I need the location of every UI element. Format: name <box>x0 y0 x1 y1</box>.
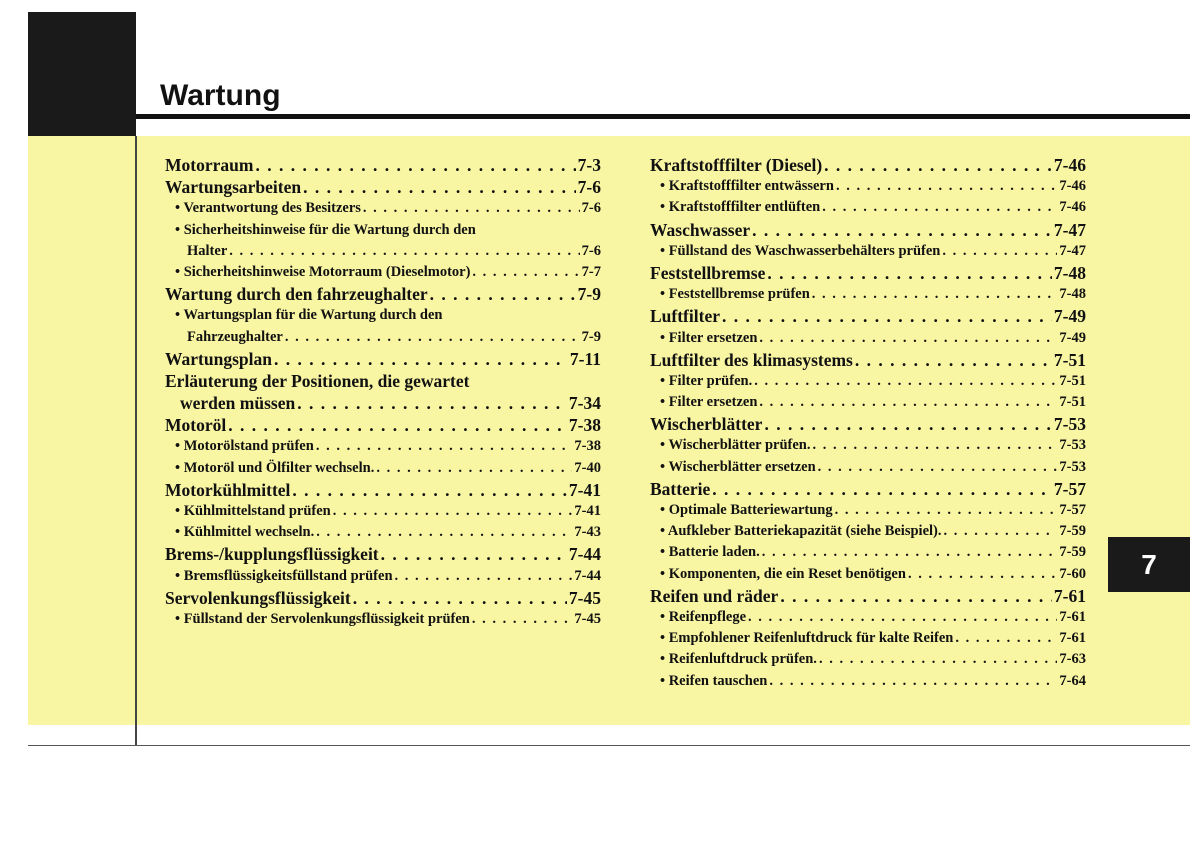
toc-leader-dots <box>297 392 567 414</box>
toc-entry-page: 7-7 <box>581 263 601 280</box>
toc-left-column <box>165 154 601 630</box>
toc-entry <box>650 478 1086 500</box>
toc-entry-label: • Sicherheitshinweise für die Wartung durch den <box>175 221 476 238</box>
toc-leader-dots <box>395 566 573 587</box>
toc-leader-dots <box>430 283 576 305</box>
toc-entry-label: Wartungsplan <box>165 348 272 369</box>
toc-entry-label: Wartung durch den fahrzeughalter <box>165 284 428 305</box>
toc-entry <box>650 328 1086 349</box>
toc-entry <box>165 543 601 565</box>
toc-entry-page: 7-53 <box>1059 437 1086 454</box>
toc-entry <box>650 457 1086 478</box>
page-title: Wartung <box>160 79 281 112</box>
toc-entry <box>165 198 601 219</box>
toc-entry-page: 7-9 <box>577 284 601 305</box>
toc-entry-label: Kraftstofffilter (Diesel) <box>650 155 823 175</box>
toc-entry <box>650 262 1086 284</box>
toc-leader-dots <box>316 522 572 543</box>
corner-black-block <box>28 12 136 136</box>
toc-entry-page: 7-46 <box>1053 155 1086 175</box>
toc-entry-label: Luftfilter <box>650 306 720 327</box>
toc-entry-page: 7-64 <box>1059 672 1086 689</box>
toc-entry-label: Luftfilter des klimasystems <box>650 349 853 370</box>
toc-entry <box>165 220 601 241</box>
toc-entry <box>650 521 1086 542</box>
toc-leader-dots <box>824 154 1052 176</box>
toc-entry <box>650 607 1086 628</box>
toc-leader-dots <box>754 371 1057 392</box>
toc-leader-dots <box>292 479 567 501</box>
toc-entry-label: • Reifen tauschen <box>660 672 768 689</box>
toc-leader-dots <box>855 349 1052 371</box>
toc-entry-page: 7-63 <box>1059 651 1086 668</box>
toc-entry <box>165 305 601 326</box>
toc-entry-page: 7-61 <box>1059 608 1086 625</box>
toc-entry <box>650 371 1086 392</box>
toc-leader-dots <box>472 609 573 630</box>
toc-leader-dots <box>764 413 1051 435</box>
toc-entry-label: • Kraftstofffilter entwässern <box>660 178 834 195</box>
toc-entry-label: • Filter ersetzen <box>660 329 758 346</box>
toc-leader-dots <box>835 500 1058 521</box>
toc-entry-label: • Kraftstofffilter entlüften <box>660 199 821 216</box>
toc-leader-dots <box>255 154 575 176</box>
bottom-rule <box>28 745 1190 746</box>
toc-entry <box>650 392 1086 413</box>
toc-entry-label: Batterie <box>650 478 711 499</box>
toc-entry-label: • Verantwortung des Besitzers <box>175 200 361 217</box>
toc-entry-page: 7-49 <box>1053 306 1086 327</box>
toc-leader-dots <box>228 414 567 436</box>
toc-entry-label: Reifen und räder <box>650 585 779 606</box>
toc-leader-dots <box>381 543 567 565</box>
toc-entry-label: • Füllstand des Waschwasserbehälters prüfen <box>660 242 941 259</box>
toc-leader-dots <box>353 587 567 609</box>
toc-entry <box>650 564 1086 585</box>
toc-entry-label: • Batterie laden. <box>660 544 760 561</box>
toc-entry-page: 7-51 <box>1053 349 1086 370</box>
toc-entry-page: 7-45 <box>568 587 601 608</box>
toc-entry-page: 7-48 <box>1059 286 1086 303</box>
toc-entry-label: • Motoröl und Ölfilter wechseln. <box>175 459 375 476</box>
title-underline <box>136 114 1190 119</box>
toc-entry <box>165 479 601 501</box>
toc-entry-label: Wischerblätter <box>650 414 763 435</box>
toc-entry <box>650 305 1086 327</box>
toc-entry-page: 7-59 <box>1059 523 1086 540</box>
toc-entry-page: 7-3 <box>577 155 601 175</box>
toc-entry <box>650 435 1086 456</box>
toc-entry <box>650 241 1086 262</box>
toc-entry-label: Motorkühlmittel <box>165 479 291 500</box>
toc-entry <box>650 671 1086 692</box>
toc-entry <box>165 587 601 609</box>
toc-entry-page: 7-6 <box>581 242 601 259</box>
toc-entry-label: Servolenkungsflüssigkeit <box>165 587 351 608</box>
toc-leader-dots <box>908 564 1057 585</box>
toc-leader-dots <box>759 392 1057 413</box>
toc-entry-label: • Empfohlener Reifenluftdruck für kalte Reifen <box>660 630 954 647</box>
toc-entry <box>650 176 1086 197</box>
toc-entry-page: 7-47 <box>1059 242 1086 259</box>
toc-entry-page: 7-51 <box>1059 394 1086 411</box>
toc-entry-label: • Motorölstand prüfen <box>175 438 314 455</box>
toc-entry-label: Waschwasser <box>650 219 751 240</box>
toc-leader-dots <box>812 284 1058 305</box>
toc-entry-page: 7-43 <box>574 524 601 541</box>
toc-entry-page: 7-57 <box>1059 502 1086 518</box>
toc-entry-label: • Sicherheitshinweise Motorraum (Dieselmotor) <box>175 263 471 280</box>
toc-entry <box>165 609 601 630</box>
toc-entry-page: 7-60 <box>1059 565 1086 582</box>
toc-entry-page: 7-44 <box>568 544 601 565</box>
toc-entry <box>165 262 601 283</box>
toc-entry-label: • Kühlmittel wechseln. <box>175 524 315 541</box>
toc-entry-label: • Bremsflüssigkeitsfüllstand prüfen <box>175 567 393 584</box>
toc-leader-dots <box>819 649 1057 670</box>
toc-entry-page: 7-6 <box>581 200 601 217</box>
toc-entry-label: • Wischerblätter prüfen. <box>660 437 811 454</box>
toc-leader-dots <box>229 241 579 262</box>
toc-entry-label: • Füllstand der Servolenkungsflüssigkeit prüfen <box>175 610 470 627</box>
toc-entry <box>650 585 1086 607</box>
toc-leader-dots <box>316 436 573 457</box>
toc-leader-dots <box>769 671 1057 692</box>
toc-entry-label: • Komponenten, die ein Reset benötigen <box>660 565 906 582</box>
toc-entry-label: • Kühlmittelstand prüfen <box>175 503 331 519</box>
toc-entry-label: Brems-/kupplungsflüssigkeit <box>165 544 379 565</box>
toc-entry-page: 7-53 <box>1059 458 1086 475</box>
toc-leader-dots <box>836 176 1057 197</box>
toc-entry-page: 7-9 <box>581 328 601 345</box>
toc-leader-dots <box>818 457 1058 478</box>
toc-entry <box>165 522 601 543</box>
toc-entry <box>165 566 601 587</box>
toc-entry-label: • Filter prüfen. <box>660 372 753 389</box>
toc-leader-dots <box>943 521 1057 542</box>
toc-entry <box>165 154 601 176</box>
toc-entry-page: 7-61 <box>1053 585 1086 606</box>
toc-leader-dots <box>762 542 1058 563</box>
toc-entry-page: 7-48 <box>1053 262 1086 283</box>
toc-entry <box>650 649 1086 670</box>
toc-entry-page: 7-6 <box>577 177 601 198</box>
toc-leader-dots <box>767 262 1052 284</box>
toc-entry-label: Halter <box>187 242 228 259</box>
toc-leader-dots <box>752 219 1052 241</box>
toc-entry-label: • Aufkleber Batteriekapazität (siehe Beispiel). <box>660 523 942 540</box>
toc-entry <box>165 501 601 522</box>
toc-entry <box>650 542 1086 563</box>
toc-entry-page: 7-46 <box>1059 199 1086 216</box>
toc-entry-page: 7-47 <box>1053 219 1086 240</box>
vertical-divider <box>135 136 137 746</box>
toc-entry-label: Motoröl <box>165 415 227 436</box>
toc-leader-dots <box>812 435 1057 456</box>
toc-entry <box>650 413 1086 435</box>
toc-leader-dots <box>376 458 572 479</box>
toc-entry <box>650 219 1086 241</box>
toc-entry <box>165 392 601 414</box>
toc-entry-page: 7-38 <box>568 415 601 436</box>
toc-entry-label: • Reifenluftdruck prüfen. <box>660 651 817 668</box>
toc-entry <box>165 348 601 370</box>
toc-entry <box>650 284 1086 305</box>
toc-entry-page: 7-11 <box>569 348 601 369</box>
toc-leader-dots <box>333 501 573 522</box>
toc-leader-dots <box>759 328 1057 349</box>
chapter-tab: 7 <box>1108 537 1190 592</box>
toc-entry-page: 7-34 <box>568 393 601 414</box>
toc-leader-dots <box>780 585 1052 607</box>
toc-entry-label: • Feststellbremse prüfen <box>660 286 810 303</box>
toc-entry <box>650 349 1086 371</box>
toc-entry <box>165 370 601 392</box>
toc-entry-label: • Optimale Batteriewartung <box>660 502 833 518</box>
toc-leader-dots <box>942 241 1057 262</box>
toc-entry-label: Erläuterung der Positionen, die gewartet <box>165 370 470 391</box>
toc-leader-dots <box>472 262 579 283</box>
toc-entry-page: 7-61 <box>1059 630 1086 647</box>
toc-entry-page: 7-40 <box>574 459 601 476</box>
toc-entry-page: 7-59 <box>1059 544 1086 561</box>
toc-entry <box>165 436 601 457</box>
toc-entry-label: • Wartungsplan für die Wartung durch den <box>175 307 443 324</box>
toc-entry <box>165 283 601 305</box>
toc-leader-dots <box>274 348 568 370</box>
toc-entry-label: Wartungsarbeiten <box>165 177 302 198</box>
toc-entry <box>650 154 1086 176</box>
toc-leader-dots <box>363 198 580 219</box>
toc-entry-label: • Reifenpflege <box>660 608 747 625</box>
toc-entry-page: 7-45 <box>574 610 601 627</box>
toc-leader-dots <box>955 628 1057 649</box>
toc-right-column <box>650 154 1086 692</box>
toc-entry <box>650 628 1086 649</box>
toc-entry-label: Motorraum <box>165 155 254 175</box>
toc-leader-dots <box>722 305 1052 327</box>
toc-entry <box>165 327 601 348</box>
toc-entry-page: 7-49 <box>1059 329 1086 346</box>
toc-entry-page: 7-41 <box>574 503 601 519</box>
toc-entry-label: Fahrzeughalter <box>187 328 283 345</box>
toc-leader-dots <box>748 607 1057 628</box>
toc-entry-page: 7-57 <box>1053 478 1086 499</box>
toc-entry <box>165 414 601 436</box>
toc-entry-page: 7-41 <box>568 479 601 500</box>
toc-entry-page: 7-46 <box>1059 178 1086 195</box>
toc-entry-label: werden müssen <box>180 393 296 414</box>
toc-entry <box>650 500 1086 521</box>
toc-entry-label: Feststellbremse <box>650 262 766 283</box>
toc-entry-page: 7-53 <box>1053 414 1086 435</box>
toc-entry <box>165 458 601 479</box>
toc-entry <box>650 197 1086 218</box>
toc-leader-dots <box>712 478 1052 500</box>
toc-entry-page: 7-44 <box>574 567 601 584</box>
toc-leader-dots <box>303 176 576 198</box>
toc-leader-dots <box>285 327 580 348</box>
toc-entry-page: 7-51 <box>1059 372 1086 389</box>
toc-leader-dots <box>822 197 1057 218</box>
toc-entry-page: 7-38 <box>574 438 601 455</box>
toc-entry-label: • Filter ersetzen <box>660 394 758 411</box>
toc-entry <box>165 176 601 198</box>
toc-entry-label: • Wischerblätter ersetzen <box>660 458 816 475</box>
toc-entry <box>165 241 601 262</box>
